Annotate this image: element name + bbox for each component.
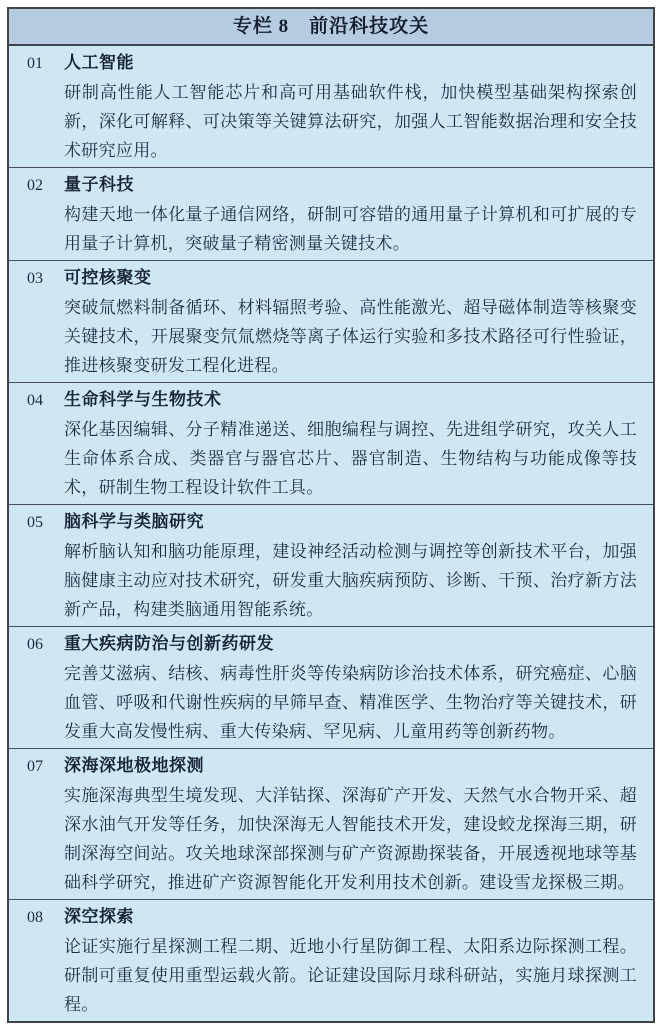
item-description: 深化基因编辑、分子精准递送、细胞编程与调控、先进组学研究，攻关人工生命体系合成、类器官与器官芯片、器官制造、生物结构与功能成像等技术，研制生物工程设计软件工具。 [64,420,637,497]
item-title: 深空探索 [64,907,134,926]
item-description: 论证实施行星探测工程二期、近地小行星防御工程、太阳系边际探测工程。研制可重复使用重型运载火箭。论证建设国际月球科研站，实施月球探测工程。 [64,937,637,1014]
item-number: 07 [27,758,43,775]
panel-row [9,748,653,899]
item-title: 重大疾病防治与创新药研发 [64,634,274,653]
row-head [27,48,637,78]
panel-row [9,504,653,626]
row-head [27,629,637,659]
panel-row [9,167,653,260]
item-title: 人工智能 [64,53,134,72]
row-head [27,507,637,537]
row-head [27,263,637,293]
item-description: 研制高性能人工智能芯片和高可用基础软件栈，加快模型基础架构探索创新，深化可解释、可决策等关键算法研究，加强人工智能数据治理和安全技术研究应用。 [64,83,637,160]
item-title: 深海深地极地探测 [64,756,204,775]
item-description: 突破氚燃料制备循环、材料辐照考验、高性能激光、超导磁体制造等核聚变关键技术，开展聚变氘氚燃烧等离子体运行实验和多技术路径可行性验证，推进核聚变研发工程化进程。 [64,298,637,375]
item-title: 生命科学与生物技术 [64,390,222,409]
item-description: 完善艾滋病、结核、病毒性肝炎等传染病防诊治技术体系，研究癌症、心脑血管、呼吸和代谢性疾病的早筛早查、精准医学、生物治疗等关键技术，研发重大高发慢性病、重大传染病、罕见病、儿童用药等创新药物。 [64,664,637,741]
panel-row [9,382,653,504]
feature-box [7,7,655,1023]
item-number: 06 [27,636,43,653]
item-number: 08 [27,909,43,926]
item-title: 可控核聚变 [64,268,152,287]
row-head [27,170,637,200]
panel-row [9,626,653,748]
panel-title: 专栏 8 前沿科技攻关 [9,9,653,46]
panel-rows [9,46,653,1021]
item-number: 05 [27,514,43,531]
item-description: 构建天地一体化量子通信网络，研制可容错的通用量子计算机和可扩展的专用量子计算机，突破量子精密测量关键技术。 [64,205,637,253]
panel-row [9,260,653,382]
item-description: 实施深海典型生境发现、大洋钻探、深海矿产开发、天然气水合物开采、超深水油气开发等任务，加快深海无人智能技术开发，建设蛟龙探海三期，研制深海空间站。攻关地球深部探测与矿产资源勘探装备，开展透视地球等基础科学研究，推进矿产资源智能化开发利用技术创新。建设雪龙探极三期。 [64,786,637,892]
item-title: 脑科学与类脑研究 [64,512,204,531]
row-head [27,751,637,781]
item-description: 解析脑认知和脑功能原理，建设神经活动检测与调控等创新技术平台，加强脑健康主动应对技术研究，研发重大脑疾病预防、诊断、干预、治疗新方法新产品，构建类脑通用智能系统。 [64,542,637,619]
item-number: 02 [27,177,43,194]
panel-row [9,46,653,167]
item-title: 量子科技 [64,175,134,194]
item-number: 01 [27,55,43,72]
row-head [27,385,637,415]
row-head [27,902,637,932]
item-number: 03 [27,270,43,287]
item-number: 04 [27,392,43,409]
panel-row [9,899,653,1021]
